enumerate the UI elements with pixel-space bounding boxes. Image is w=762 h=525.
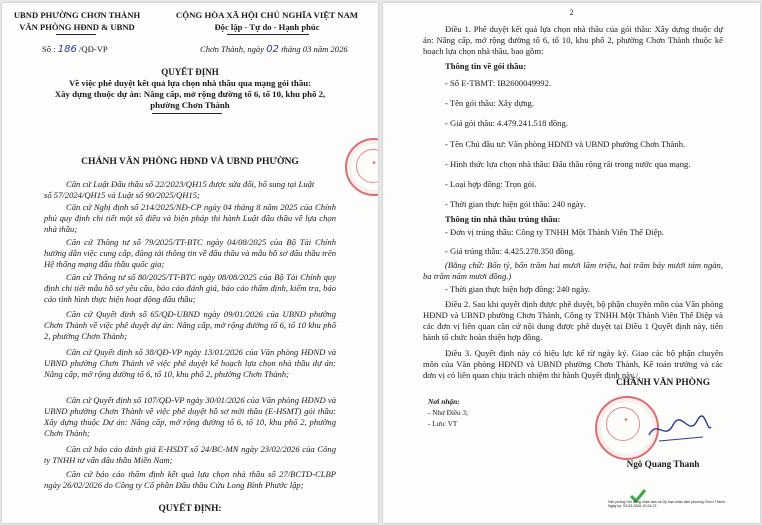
subject-line-3: phường Chơn Thành	[150, 100, 230, 110]
package-contract-type: - Loại hợp đồng: Trọn gói.	[445, 179, 537, 189]
basis-2: Căn cứ Nghị định số 214/2025/NĐ-CP ngày 04 tháng 8 năm 2025 của Chính phủ quy định chi tiết một số điều và biện pháp thi hành Luật đấu thầu về lựa chọn nhà thầu;	[44, 202, 336, 234]
basis-3: Căn cứ Thông tư số 79/2025/TT-BTC ngày 04/08/2025 của Bộ Tài Chính hướng dẫn việc cung cấp, đăng tải thông tin về đấu thầu và mẫu hồ sơ đấu thầu trên Hệ thống mạng đấu thầu quốc gia;	[44, 237, 336, 269]
winner-info-heading: Thông tin nhà thầu trúng thầu:	[445, 214, 561, 224]
winning-bidder: - Đơn vị trúng thầu: Công ty TNHH Một Thành Viên Thế Điệp.	[445, 227, 664, 237]
contract-duration: - Thời gian thực hiện hợp đồng: 240 ngày.	[445, 284, 591, 294]
subject-line-1: Về việc phê duyệt kết quả lựa chọn nhà thầu qua mạng gói thầu:	[68, 78, 312, 88]
republic-heading: CỘNG HÒA XÃ HỘI CHỦ NGHĨA VIỆT NAM	[175, 10, 359, 20]
basis-1-line-1: Căn cứ Luật Đấu thầu số 22/2023/QH15 được sửa đổi, bổ sung tại Luật	[66, 179, 315, 189]
basis-5: Căn cứ Quyết định số 65/QĐ-UBND ngày 09/01/2026 của UBND phường Chơn Thành về việc phê duyệt dự án: Nâng cấp, mở rộng đường tổ 6, tổ 10 khu phố 2, phường Chơn Thành;	[44, 309, 336, 341]
package-info-heading: Thông tin về gói thầu:	[445, 61, 527, 71]
article-1: Điều 1. Phê duyệt kết quả lựa chọn nhà thầu của gói thầu: Xây dựng thuộc dự án: Nâng cấp, mở rộng đường tổ 6, tổ 10, khu phố 2, phường Chơn Thành thuộc kế hoạch lựa chọn nhà thầu, bao gồm:	[423, 24, 723, 56]
winning-price-in-words: (Bằng chữ: Bốn tỷ, bốn trăm hai mươi lăm triệu, hai trăm bảy mươi tám ngàn, ba trăm năm mươi đồng.)	[423, 260, 723, 281]
recipient-2: - Lưu: VT	[428, 420, 458, 428]
document-page-2	[383, 3, 760, 523]
signer-name: Ngô Quang Thanh	[626, 459, 700, 469]
document-number: Số : 186 /QĐ-VP	[42, 44, 108, 55]
basis-9: Căn cứ báo cáo thẩm định kết quả lựa chọn nhà thầu số 27/BCTD-CLBP ngày 26/02/2026 do Công ty Cổ phần Đấu thầu Cửu Long Bình Phước lập;	[44, 469, 336, 490]
document-date: Chơn Thành, ngày 02 tháng 03 năm 2026	[200, 44, 348, 55]
package-price: - Giá gói thầu: 4.479.241.518 đồng.	[445, 118, 568, 128]
winning-price: - Giá trúng thầu: 4.425.278.350 đồng.	[445, 246, 576, 256]
header-underline	[56, 34, 96, 35]
handwritten-number: 186	[57, 44, 77, 55]
recipients-heading: Nơi nhận:	[428, 397, 460, 406]
package-duration: - Thời gian thực hiện gói thầu: 240 ngày.	[445, 199, 586, 209]
office-name: VĂN PHÒNG HĐND & UBND	[19, 22, 135, 32]
basis-1-line-2: số 57/2024/QH15 và Luật số 90/2025/QH15;	[44, 190, 200, 200]
seal-emblem: ★	[623, 417, 629, 422]
article-3: Điều 3. Quyết định này có hiệu lực kể từ ngày ký. Giao các bộ phận chuyên môn của Văn phòng HĐND và UBND phường Chơn Thành, Kế toán trưởng và các đơn vị có liên quan chịu trách nhiệm thi hành Quyết định này./.	[423, 348, 723, 380]
package-investor: - Tên Chủ đầu tư: Văn phòng HĐND và UBND phường Chơn Thành.	[445, 139, 686, 149]
article-2: Điều 2. Sau khi quyết định được phê duyệt, bộ phận chuyên môn của Văn phòng HĐND và UBND phường Chơn Thành, Công ty TNHH Một Thành Viên Thế Điệp và các đơn vị liên quan căn cứ nội dung được phê duyệt tại Điều 1 Quyết định này, tiến hành tổ chức hoàn thiện hợp đồng.	[423, 299, 723, 342]
package-e-tbmt: - Số E-TBMT: IB2600049992.	[445, 78, 552, 88]
decides-heading: QUYẾT ĐỊNH:	[158, 504, 222, 514]
basis-8: Căn cứ báo cáo đánh giá E-HSDT số 24/BC-MN ngày 23/02/2026 của Công ty TNHH tư vấn đấu thầu Miền Nam;	[44, 444, 336, 465]
basis-7: Căn cứ Quyết định số 107/QĐ-VP ngày 30/01/2026 của Văn phòng HĐND và UBND phường Chơn Thành về việc phê duyệt hồ sơ mời thầu (E-HSMT) gói thầu: Xây dựng thuộc Dự án: Nâng cấp, mở rộng đường tổ 6, tổ 10, khu phố 2, phường Chơn Thành;	[44, 395, 336, 438]
subject-underline	[152, 113, 222, 114]
digital-signature-info: Văn phòng Hội đồng nhân dân và Ủy ban nhân dân phường Chơn Thành - Ngày ký: 03-03-2026 10:24:13	[608, 500, 727, 509]
issuing-authority: CHÁNH VĂN PHÒNG HĐND VÀ UBND PHƯỜNG	[81, 156, 299, 167]
page-number: 2	[569, 8, 574, 17]
national-motto: Độc lập - Tự do - Hạnh phúc	[214, 22, 320, 32]
decision-title: QUYẾT ĐỊNH	[161, 67, 219, 77]
red-seal-stamp: ★	[345, 138, 378, 196]
handwritten-day: 02	[266, 44, 279, 55]
signature-mark	[645, 411, 715, 449]
signer-title: CHÁNH VĂN PHÒNG	[615, 378, 711, 388]
basis-6: Căn cứ Quyết định số 38/QĐ-VP ngày 13/01/2026 của Văn phòng HĐND và UBND phường Chơn Thành về việc phê duyệt kế hoạch lựa chọn nhà thầu dự án: Nâng cấp, mở rộng đường tổ 6, tổ 10, khu phố 2, phường Chơn Thành;	[44, 347, 336, 379]
package-selection-method: - Hình thức lựa chọn nhà thầu: Đấu thầu rộng rãi trong nước qua mạng.	[445, 159, 691, 169]
subject-line-2: Xây dựng thuộc dự án: Nâng cấp, mở rộng đường tổ 6, tổ 10, khu phố 2,	[54, 89, 326, 99]
package-name: - Tên gói thầu: Xây dựng.	[445, 98, 534, 108]
document-page-1	[2, 3, 378, 523]
basis-4: Căn cứ Thông tư số 80/2025/TT-BTC ngày 08/08/2025 của Bộ Tài Chính quy định chi tiết mẫu hồ sơ yêu cầu, báo cáo đánh giá, báo cáo thẩm định, kiểm tra, báo cáo tình hình thực hiện hoạt động đấu thầu;	[44, 272, 336, 304]
motto-underline	[227, 34, 309, 35]
recipient-1: - Như Điều 3;	[428, 409, 469, 417]
agency-name: UBND PHƯỜNG CHƠN THÀNH	[13, 10, 141, 20]
